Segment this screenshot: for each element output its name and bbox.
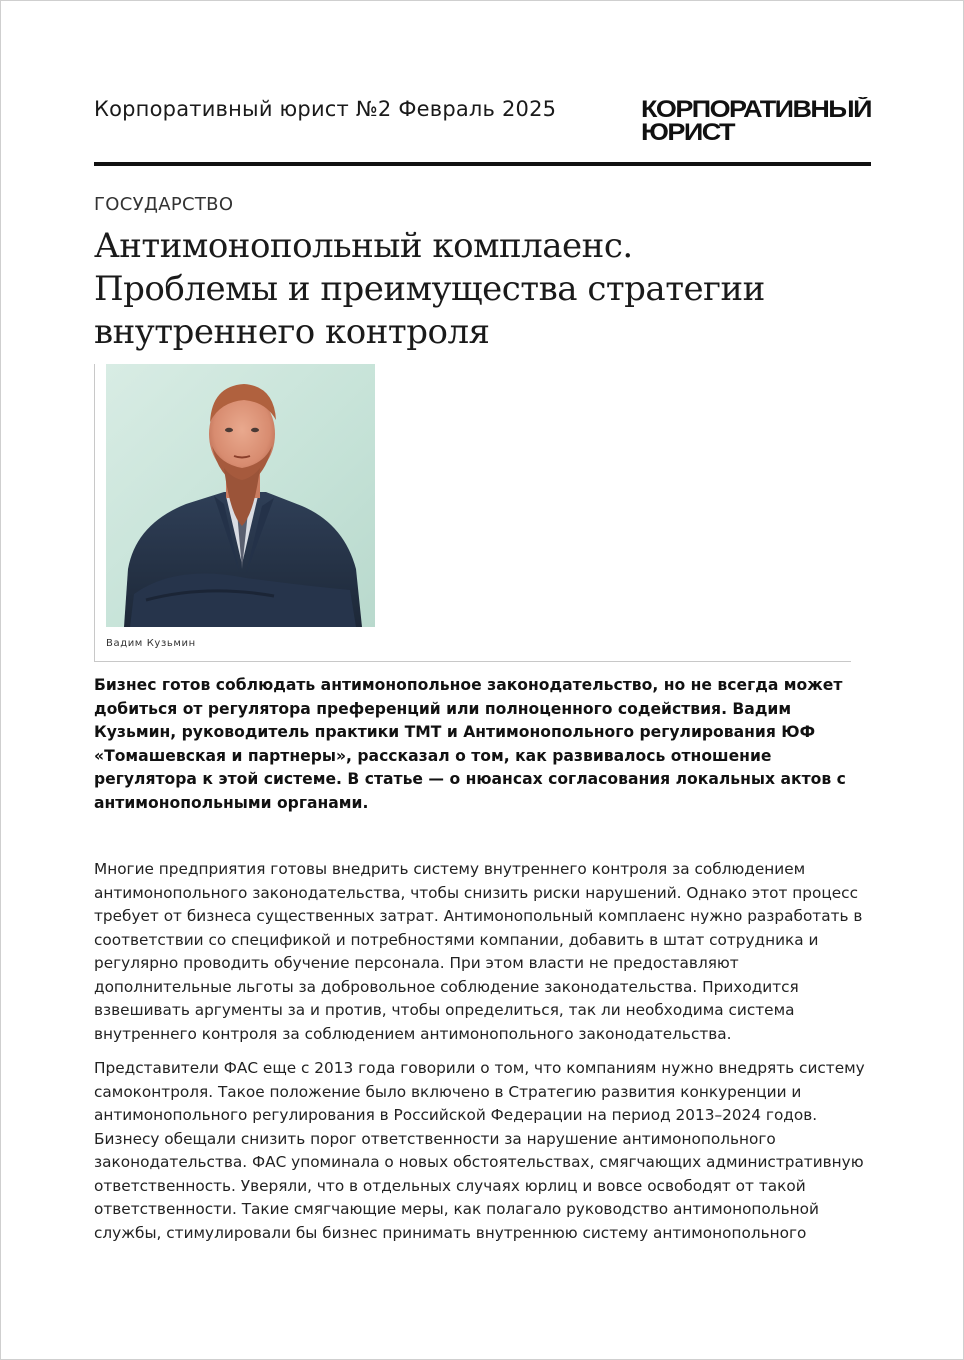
article-body: [94, 858, 879, 1256]
section-rubric: ГОСУДАРСТВО: [94, 194, 234, 215]
author-photo: [106, 364, 375, 627]
issue-info: Корпоративный юрист №2 Февраль 2025: [94, 97, 557, 121]
logo-line-1: КОРПОРАТИВНЫЙ: [641, 97, 851, 123]
magazine-logo: [641, 97, 871, 143]
body-paragraph: Многие предприятия готовы внедрить систему внутреннего контроля за соблюдением антимонопольного законодательства, чтобы снизить риски нарушений. Однако этот процесс требует от бизнеса существенных затрат. Антимонопольный комплаенс нужно разработать в соответствии со спецификой и потребностями компании, добавить в штат сотрудника и регулярно проводить обучение персонала. При этом власти не предоставляют дополнительные льготы за добровольное соблюдение законодательства. Приходится взвешивать аргументы за и против, чтобы определиться, так ли необходима система внутреннего контроля за соблюдением антимонопольного законодательства.: [94, 860, 863, 1043]
figure-divider: [94, 661, 851, 662]
photo-caption: Вадим Кузьмин: [106, 638, 196, 649]
author-photo-figure: [94, 364, 852, 662]
page-header: [94, 97, 871, 163]
logo-line-2: ЮРИСТ: [641, 119, 736, 143]
article-title: Антимонопольный комплаенс. Проблемы и преимущества стратегии внутреннего контроля: [94, 226, 765, 352]
body-paragraph: Представители ФАС еще с 2013 года говорили о том, что компаниям нужно внедрять систему самоконтроля. Такое положение было включено в Стратегию развития конкуренции и антимонопольного регулирования в Российской Федерации на период 2013–2024 годов. Бизнесу обещали снизить порог ответственности за нарушение антимонопольного законодательства. ФАС упоминала о новых обстоятельствах, смягчающих административную ответственность. Уверяли, что в отдельных случаях юрлиц и вовсе освободят от такой ответственности. Такие смягчающие меры, как полагало руководство антимонопольной службы, стимулировали бы бизнес принимать внутреннюю систему антимонопольного: [94, 1059, 865, 1242]
article-lead: Бизнес готов соблюдать антимонопольное законодательство, но не всегда может добиться от регулятора преференций или полноценного содействия. Вадим Кузьмин, руководитель практики ТМТ и Антимонопольного регулирования ЮФ «Томашевская и партнеры», рассказал о том, как развивалось отношение регулятора к этой системе. В статье — о нюансах согласования локальных актов с антимонопольными органами.: [94, 676, 846, 812]
author-portrait-image: [106, 364, 375, 627]
header-divider: [94, 162, 871, 166]
magazine-logo-graphic: [641, 97, 871, 143]
